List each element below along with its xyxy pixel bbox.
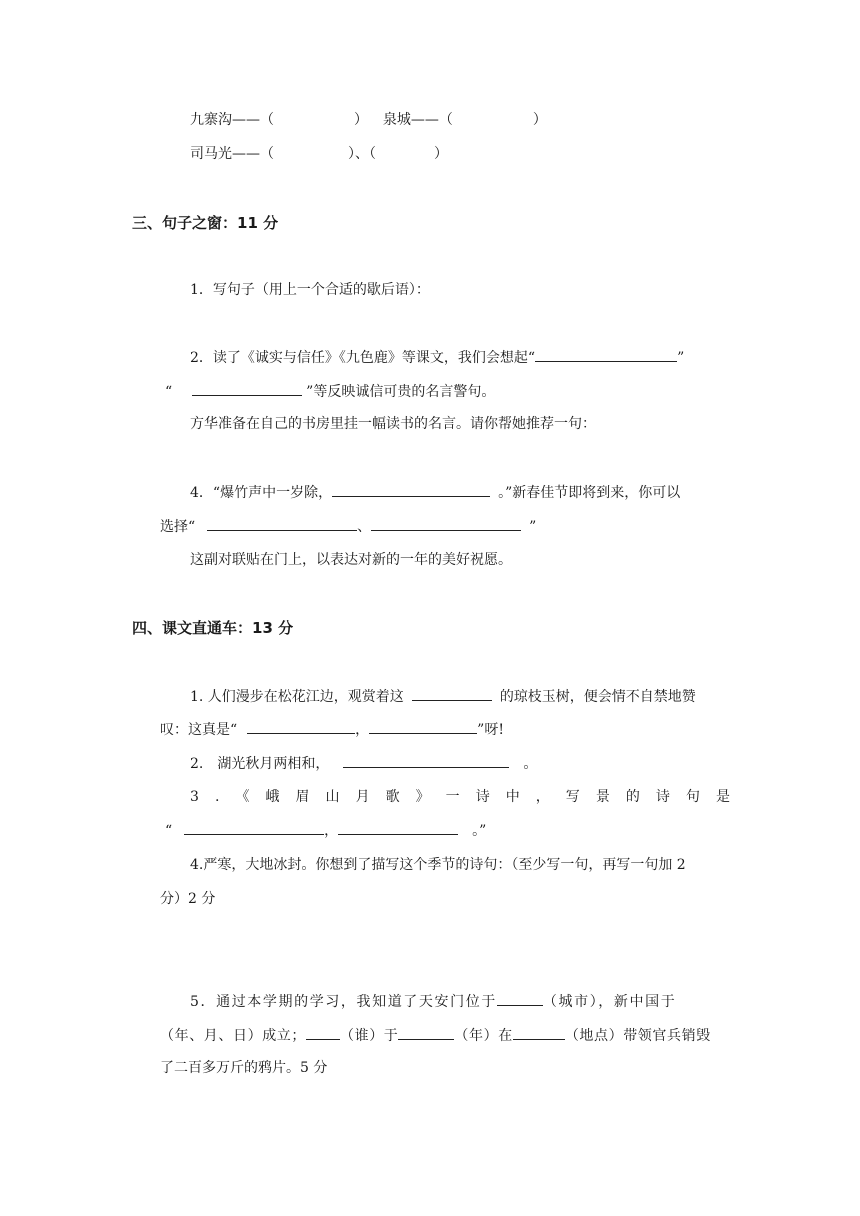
s3-q4-choose: 选择“ <box>160 519 196 535</box>
s3-q2-line2 <box>165 381 495 402</box>
s4-q3-line1 <box>190 787 730 807</box>
s4-q3-char: 歌 <box>385 789 400 805</box>
s3-q2-line2-text: ”等反映诚信可贵的名言警句。 <box>306 384 496 400</box>
s4-q3-char: 是 <box>715 789 730 805</box>
s4-q3-open: “ <box>165 823 173 839</box>
s4-q3-char: 山 <box>325 789 340 805</box>
s4-q3-char: 的 <box>625 789 640 805</box>
s4-q5-blank-who[interactable] <box>306 1025 340 1040</box>
s4-q1-text: 1. 人们漫步在松花江边，观赏着这 <box>190 689 404 705</box>
s4-q5-year: （年）在 <box>454 1028 513 1044</box>
s4-q5-blank-year[interactable] <box>398 1025 454 1040</box>
match-row-2 <box>190 144 448 164</box>
s3-q2-open: “ <box>165 384 173 400</box>
s4-q5-text-mid: （城市），新中国于 <box>542 994 677 1010</box>
s3-q4-line1 <box>190 482 680 503</box>
match-jiuzhaigou: 九寨沟——（ <box>190 112 274 128</box>
s3-q4-blank-3[interactable] <box>371 516 521 531</box>
s4-q5-blank-place[interactable] <box>513 1025 565 1040</box>
s4-q3-char: 眉 <box>295 789 310 805</box>
s3-q1: 1．写句子（用上一个合适的歇后语）： <box>190 282 430 298</box>
section4-heading: 四、课文直通车：13 分 <box>132 619 294 637</box>
s3-q4-close: ” <box>529 519 537 535</box>
match-close-2: ） <box>532 112 547 128</box>
s4-q2-text: 2. 湖光秋月两相和， <box>190 756 330 772</box>
s4-q3-char: 中 <box>505 789 520 805</box>
s4-q4-line1: 4.严寒，大地冰封。你想到了描写这个季节的诗句：（至少写一句，再写一句加 2 <box>190 857 686 873</box>
match-close-1: ） <box>354 112 368 128</box>
s3-q4-text-post: 。”新春佳节即将到来，你可以 <box>498 485 681 501</box>
s3-q3: 方华准备在自己的书房里挂一幅读书的名言。请你帮她推荐一句： <box>190 416 596 432</box>
s4-q3-close: 。” <box>472 823 487 839</box>
s4-q5-blank-city[interactable] <box>497 991 543 1006</box>
s3-q2-line1 <box>190 347 684 368</box>
s4-q4-line2: 分）2 分 <box>160 891 216 907</box>
s3-q2-blank-1[interactable] <box>535 347 677 362</box>
s4-q3-comma: ， <box>324 823 339 839</box>
s4-q3-blank-2[interactable] <box>338 820 458 835</box>
s4-q1-blank-2[interactable] <box>247 719 355 734</box>
s3-q4-line2 <box>160 516 536 537</box>
s4-q3-char: 峨 <box>265 789 280 805</box>
s3-q4-line3: 这副对联贴在门上，以表达对新的一年的美好祝愿。 <box>190 552 512 568</box>
s4-q3-char: 》 <box>415 789 430 805</box>
s3-q4-blank-1[interactable] <box>332 482 490 497</box>
s4-q3-char: 一 <box>445 789 460 805</box>
s4-q3-char: 3 <box>190 789 199 805</box>
s3-q2-close: ” <box>677 350 685 366</box>
section3-heading: 三、句子之窗：11 分 <box>132 214 279 232</box>
s4-q5-place: （地点）带领官兵销毁 <box>564 1028 711 1044</box>
s4-q2-period: 。 <box>523 756 538 772</box>
match-row-1 <box>190 110 547 130</box>
s4-q5-line3: 了二百多万斤的鸦片。5 分 <box>160 1060 328 1076</box>
s3-q2-blank-2[interactable] <box>192 381 302 396</box>
s4-q3-char: 句 <box>685 789 700 805</box>
s4-q1-comma: ， <box>355 722 370 738</box>
match-simaguang: 司马光——（ <box>190 146 274 162</box>
s4-q5-line2-text: （年、月、日）成立； <box>160 1028 306 1044</box>
s3-q4-blank-2[interactable] <box>207 516 357 531</box>
s4-q3-blank-1[interactable] <box>184 820 324 835</box>
s4-q3-char: 诗 <box>655 789 670 805</box>
s4-q1-line1 <box>190 686 696 707</box>
s4-q3-char: 景 <box>595 789 610 805</box>
s4-q1-blank-1[interactable] <box>412 686 492 701</box>
s4-q5-line1 <box>190 991 676 1012</box>
match-close-4: ） <box>434 146 448 162</box>
s4-q3-char: 诗 <box>475 789 490 805</box>
s4-q1-line2-post: ”呀! <box>477 722 504 738</box>
s3-q2-text: 2．读了《诚实与信任》《九色鹿》等课文，我们会想起“ <box>190 350 536 366</box>
s4-q5-line2 <box>160 1025 711 1046</box>
s4-q5-text: 5．通过本学期的学习，我知道了天安门位于 <box>190 994 497 1010</box>
s4-q1-text-post: 的琼枝玉树，便会情不自禁地赞 <box>499 689 696 705</box>
s4-q3-char: . <box>214 789 220 805</box>
s4-q1-blank-3[interactable] <box>369 719 477 734</box>
s4-q2 <box>190 753 537 774</box>
s4-q2-blank[interactable] <box>343 753 509 768</box>
s4-q5-who: （谁）于 <box>340 1028 399 1044</box>
s4-q1-line2 <box>160 719 504 740</box>
match-quancheng: 泉城——（ <box>382 112 453 128</box>
s4-q1-line2-text: 叹：这真是“ <box>160 722 238 738</box>
s4-q3-char: 月 <box>355 789 370 805</box>
s4-q3-char: 写 <box>565 789 580 805</box>
s4-q3-char: 《 <box>235 789 250 805</box>
s4-q3-line2 <box>165 820 486 841</box>
s4-q3-char: ， <box>535 789 550 805</box>
match-close-3: ）、（ <box>348 146 376 162</box>
s3-q4-text: 4．“爆竹声中一岁除， <box>190 485 333 501</box>
s3-q4-comma: 、 <box>357 519 372 535</box>
